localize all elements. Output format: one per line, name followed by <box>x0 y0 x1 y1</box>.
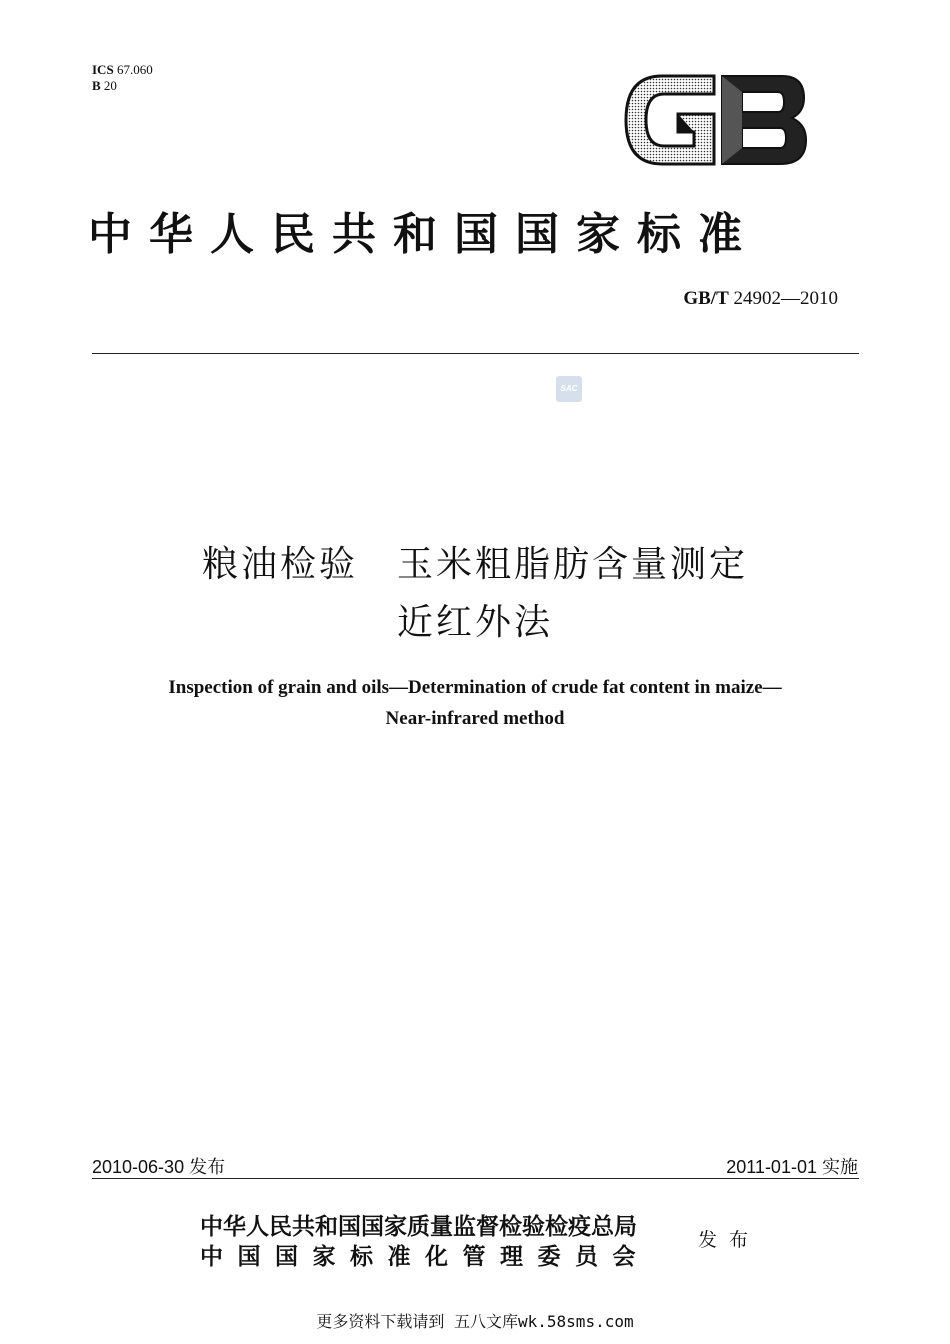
ccs-label: B <box>92 78 101 93</box>
issued-date <box>92 1153 225 1179</box>
bottom-divider <box>92 1178 859 1179</box>
footer-download-note: 更多资料下载请到 五八文库wk.58sms.com <box>316 1312 634 1331</box>
effective-date <box>726 1153 858 1179</box>
issued-date-value: 2010-06-30 <box>92 1157 185 1177</box>
ccs-code: 20 <box>103 78 117 93</box>
classification-codes <box>92 62 153 94</box>
effective-date-value: 2011-01-01 <box>726 1157 817 1177</box>
ics-code: 67.060 <box>116 62 153 77</box>
gb-standard-logo-icon <box>622 72 810 168</box>
logo-g-shape <box>626 76 714 164</box>
standard-title: 中华人民共和国国家标准 <box>88 209 759 260</box>
issued-label: 发布 <box>189 1157 226 1178</box>
top-divider <box>92 353 859 354</box>
effective-label: 实施 <box>822 1157 858 1178</box>
sac-watermark-icon: SAC <box>556 376 582 402</box>
standard-number-prefix: GB/T <box>683 288 729 309</box>
ics-label: ICS <box>92 62 114 77</box>
english-title-line-1: Inspection of grain and oils—Determination of crude fat content in maize— <box>168 677 782 698</box>
publish-label: 发布 <box>698 1229 761 1251</box>
chinese-title-line-1: 粮油检验 玉米粗脂肪含量测定 <box>201 544 748 585</box>
issuer-line-2: 中国国家标准化管理委员会 <box>200 1243 650 1270</box>
issuer-line-1: 中华人民共和国国家质量监督检验检疫总局 <box>200 1213 637 1240</box>
standard-number <box>683 288 838 310</box>
chinese-title-line-2: 近红外法 <box>396 602 553 643</box>
standard-number-code: 24902—2010 <box>733 288 838 309</box>
english-title-line-2: Near-infrared method <box>385 708 565 729</box>
